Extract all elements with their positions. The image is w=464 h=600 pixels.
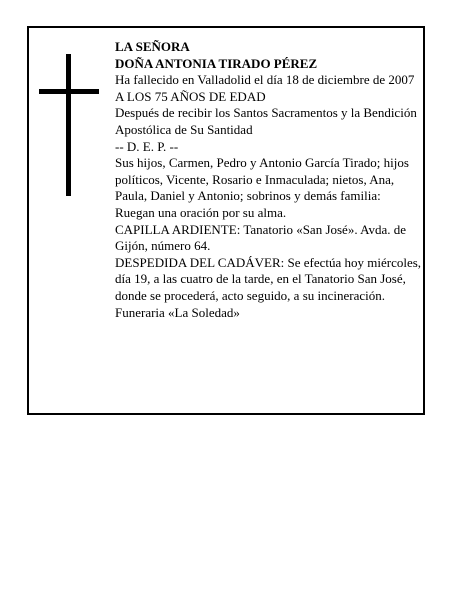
family-line: Sus hijos, Carmen, Pedro y Antonio García Tirado; hijos políticos, Vicente, Rosario e Inmaculada; nietos, Ana, Paula, Daniel y Antonio; sobrinos y demás familia: [115,155,409,204]
death-announcement: Ha fallecido en Valladolid el día 18 de diciembre de 2007 [115,72,415,88]
cross-horizontal-bar [39,89,99,94]
obituary-notice [27,26,425,415]
notice-text [115,39,427,321]
age-line: A LOS 75 AÑOS DE EDAD [115,88,266,104]
chapel-line: CAPILLA ARDIENTE: Tanatorio «San José». Avda. de Gijón, número 64. [115,221,407,254]
sacraments-line: Después de recibir los Santos Sacramentos y la Bendición Apostólica de Su Santidad [115,105,417,137]
rip-line: -- D. E. P. -- [115,138,179,154]
cross-vertical-bar [66,54,71,196]
title-line: LA SEÑORA [115,39,190,54]
prayer-line: Ruegan una oración por su alma. [115,204,287,220]
farewell-line: DESPEDIDA DEL CADÁVER: Se efectúa hoy miércoles, día 19, a las cuatro de la tarde, en el Tanatorio San José, donde se procederá, acto seguido, a su incineración. [115,254,422,303]
funeral-home-line: Funeraria «La Soledad» [115,304,240,320]
deceased-name: DOÑA ANTONIA TIRADO PÉREZ [115,55,318,71]
cross-icon [39,54,99,196]
